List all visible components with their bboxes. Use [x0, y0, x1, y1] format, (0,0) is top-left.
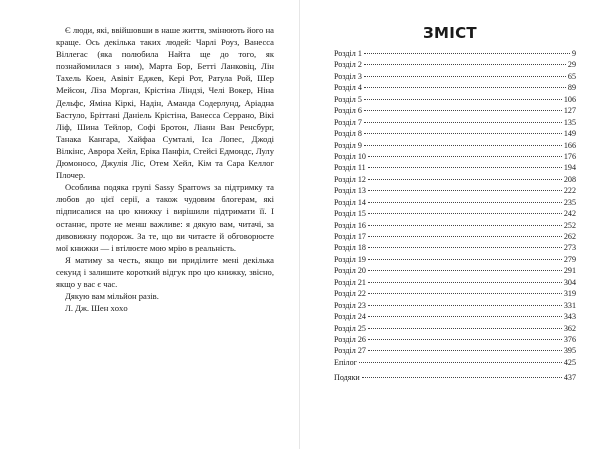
toc-entry-label: Розділ 20 [334, 266, 366, 276]
toc-dot-leader [368, 247, 562, 248]
toc-entry-page: 395 [563, 346, 576, 356]
toc-entry-label: Розділ 13 [334, 186, 366, 196]
toc-entry[interactable] [334, 82, 576, 93]
toc-entry-page: 437 [563, 373, 576, 383]
toc-entry-page: 9 [571, 49, 576, 58]
toc-dot-leader [368, 236, 562, 237]
toc-entry-page: 29 [567, 60, 576, 70]
toc-entry-page: 222 [563, 186, 576, 196]
toc-dot-leader [368, 179, 562, 180]
toc-entry-page: 319 [563, 289, 576, 299]
toc-dot-leader [368, 213, 562, 214]
toc-entry[interactable] [334, 323, 576, 334]
toc-entry-label: Подяки [334, 373, 360, 383]
toc-entry-page: 291 [563, 266, 576, 276]
toc-entry-label: Розділ 4 [334, 83, 362, 93]
toc-dot-leader [368, 202, 562, 203]
toc-dot-leader [364, 122, 562, 123]
toc-dot-leader [368, 156, 562, 157]
toc-entry-label: Розділ 10 [334, 151, 366, 161]
toc-entry-page: 273 [563, 243, 576, 253]
toc-entry-label: Розділ 1 [334, 49, 362, 58]
toc-dot-leader [364, 64, 566, 65]
toc-entry-label: Розділ 11 [334, 163, 366, 173]
toc-entry-label: Розділ 3 [334, 71, 362, 81]
toc-entry-label: Розділ 14 [334, 197, 366, 207]
toc-dot-leader [364, 87, 566, 88]
toc-entry-label: Розділ 18 [334, 243, 366, 253]
toc-entry[interactable] [334, 265, 576, 276]
toc-dot-leader [368, 350, 562, 351]
toc-entry-label: Розділ 16 [334, 220, 366, 230]
toc-entry-label: Розділ 5 [334, 94, 362, 104]
toc-entry-page: 362 [563, 323, 576, 333]
toc-entry[interactable] [334, 128, 576, 139]
toc-entry[interactable] [334, 242, 576, 253]
acknowledgements-paragraph-3: Я матиму за честь, якщо ви приділите мені декілька секунд і залишите короткий відгук про цю книжку, звісно, якщо у вас є час. [56, 254, 274, 289]
toc-entry-page: 343 [563, 312, 576, 322]
acknowledgements-paragraph-4: Дякую вам мільйон разів. [65, 291, 159, 302]
toc-entry-label: Розділ 21 [334, 277, 366, 287]
table-of-contents [334, 48, 576, 384]
toc-entry-page: 376 [563, 334, 576, 344]
toc-entry-page: 208 [563, 174, 576, 184]
toc-entry-label: Розділ 23 [334, 300, 366, 310]
toc-entry-label: Розділ 7 [334, 117, 362, 127]
toc-entry-page: 106 [563, 94, 576, 104]
toc-dot-leader [368, 190, 562, 191]
toc-entry[interactable] [334, 231, 576, 242]
toc-dot-leader [364, 99, 562, 100]
toc-entry[interactable] [334, 345, 576, 356]
toc-dot-leader [364, 76, 566, 77]
toc-dot-leader [368, 328, 562, 329]
toc-dot-leader [368, 316, 562, 317]
toc-dot-leader [368, 225, 562, 226]
toc-entry-page: 425 [563, 357, 576, 367]
toc-entry-label: Розділ 9 [334, 140, 362, 150]
acknowledgements-paragraph-1: Є люди, які, ввійшовши в наше життя, змінюють його на краще. Ось декілька таких людей: Чарлі Роуз, Ванесса Віллегас (яка полюбила Найта ще до того, як познайомилася з ним), Марта Бор, Бетті Ланковіц, Лін Тахель Коен, Авівіт Еджев, Кері Рот, Ратула Рой, Шер Мейсон, Ліза Морган, Крістіна Ліндзі, Челі Вокер, Ніна Дельфс, Яміна Кіркі, Надін, Аманда Содерлунд, Аріадна Бастуло, Бріттані Даніель Крістіна, Ванесса Серрано, Вікі Ліф, Шина Тейлор, Софі Бротон, Ліанн Ван Ренсбург, Танака Кангара, Хайфаа Сумталі, Іса Лопес, Джоді Вілкінс, Аврора Хейл, Еріка Панфіл, Стейсі Едмондс, Лулу Дюмоносо, Джулія Ліс, Отем Хейл, Кім та Сара Келлог Плочер. [56, 25, 274, 181]
toc-entry-label: Розділ 12 [334, 174, 366, 184]
toc-entry-page: 252 [563, 220, 576, 230]
toc-dot-leader [364, 53, 570, 54]
toc-entry-page: 127 [563, 106, 576, 116]
author-signature: Л. Дж. Шен xoxo [65, 303, 128, 314]
right-page [300, 0, 600, 449]
toc-entry[interactable] [334, 208, 576, 219]
toc-entry[interactable] [334, 357, 576, 368]
toc-entry[interactable] [334, 254, 576, 265]
acknowledgements-paragraph-2: Особлива подяка групі Sassy Sparrows за підтримку та любов до цієї серії, а також чудовим блогерам, які підписалися на цю книжку і вирішили підтримати її. І останнє, проте не менш важливе: я дякую вам, читачі, за дивовижну подорож. За те, що ви читаєте й обговорюєте мої книжки — і втілюєте мою мрію в реальність. [56, 182, 274, 253]
toc-entry[interactable] [334, 105, 576, 116]
toc-dot-leader [368, 293, 562, 294]
toc-entry-label: Розділ 22 [334, 289, 366, 299]
toc-entry[interactable] [334, 197, 576, 208]
toc-entry[interactable] [334, 48, 576, 59]
toc-entry[interactable] [334, 311, 576, 322]
toc-entry-label: Розділ 6 [334, 106, 362, 116]
toc-entry-label: Розділ 24 [334, 312, 366, 322]
toc-entry-page: 262 [563, 232, 576, 241]
toc-dot-leader [368, 305, 562, 306]
toc-entry[interactable] [334, 372, 576, 383]
toc-entry-page: 235 [563, 197, 576, 207]
toc-dot-leader [359, 362, 562, 363]
toc-dot-leader [364, 145, 562, 146]
toc-entry-page: 89 [567, 83, 576, 93]
toc-entry-label: Розділ 2 [334, 60, 362, 70]
toc-entry-page: 166 [563, 140, 576, 150]
toc-entry-page: 176 [563, 151, 576, 161]
toc-entry[interactable] [334, 185, 576, 196]
toc-entry-label: Розділ 17 [334, 232, 366, 241]
toc-dot-leader [368, 259, 562, 260]
toc-entry-page: 242 [563, 209, 576, 219]
toc-entry[interactable] [334, 220, 576, 231]
toc-entry-label: Розділ 8 [334, 129, 362, 139]
toc-entry[interactable] [334, 140, 576, 151]
toc-dot-leader [368, 282, 562, 283]
toc-entry[interactable] [334, 174, 576, 185]
toc-entry[interactable] [334, 277, 576, 288]
toc-entry-page: 279 [563, 254, 576, 264]
toc-entry[interactable] [334, 151, 576, 162]
toc-dot-leader [364, 110, 562, 111]
toc-entry-page: 135 [563, 117, 576, 127]
toc-entry-label: Розділ 15 [334, 209, 366, 219]
toc-entry-label: Розділ 25 [334, 323, 366, 333]
toc-dot-leader [362, 377, 562, 378]
toc-entry-label: Розділ 26 [334, 334, 366, 344]
toc-entry-page: 304 [563, 277, 576, 287]
toc-title: ЗМІСТ [423, 24, 477, 42]
acknowledgements-text [56, 24, 274, 314]
toc-entry-page: 149 [563, 129, 576, 139]
toc-dot-leader [368, 270, 562, 271]
toc-entry[interactable] [334, 117, 576, 128]
toc-entry[interactable] [334, 300, 576, 311]
toc-entry-page: 65 [567, 71, 576, 81]
toc-dot-leader [364, 133, 562, 134]
toc-entry[interactable] [334, 71, 576, 82]
toc-dot-leader [368, 167, 562, 168]
toc-entry-page: 331 [563, 300, 576, 310]
toc-entry-label: Розділ 19 [334, 254, 366, 264]
toc-entry[interactable] [334, 162, 576, 173]
toc-entry-page: 194 [563, 163, 576, 173]
toc-entry[interactable] [334, 59, 576, 70]
toc-entry[interactable] [334, 94, 576, 105]
toc-entry[interactable] [334, 288, 576, 299]
toc-entry-label: Епілог [334, 357, 357, 367]
toc-entry-label: Розділ 27 [334, 346, 366, 356]
toc-dot-leader [368, 339, 562, 340]
toc-entry[interactable] [334, 334, 576, 345]
